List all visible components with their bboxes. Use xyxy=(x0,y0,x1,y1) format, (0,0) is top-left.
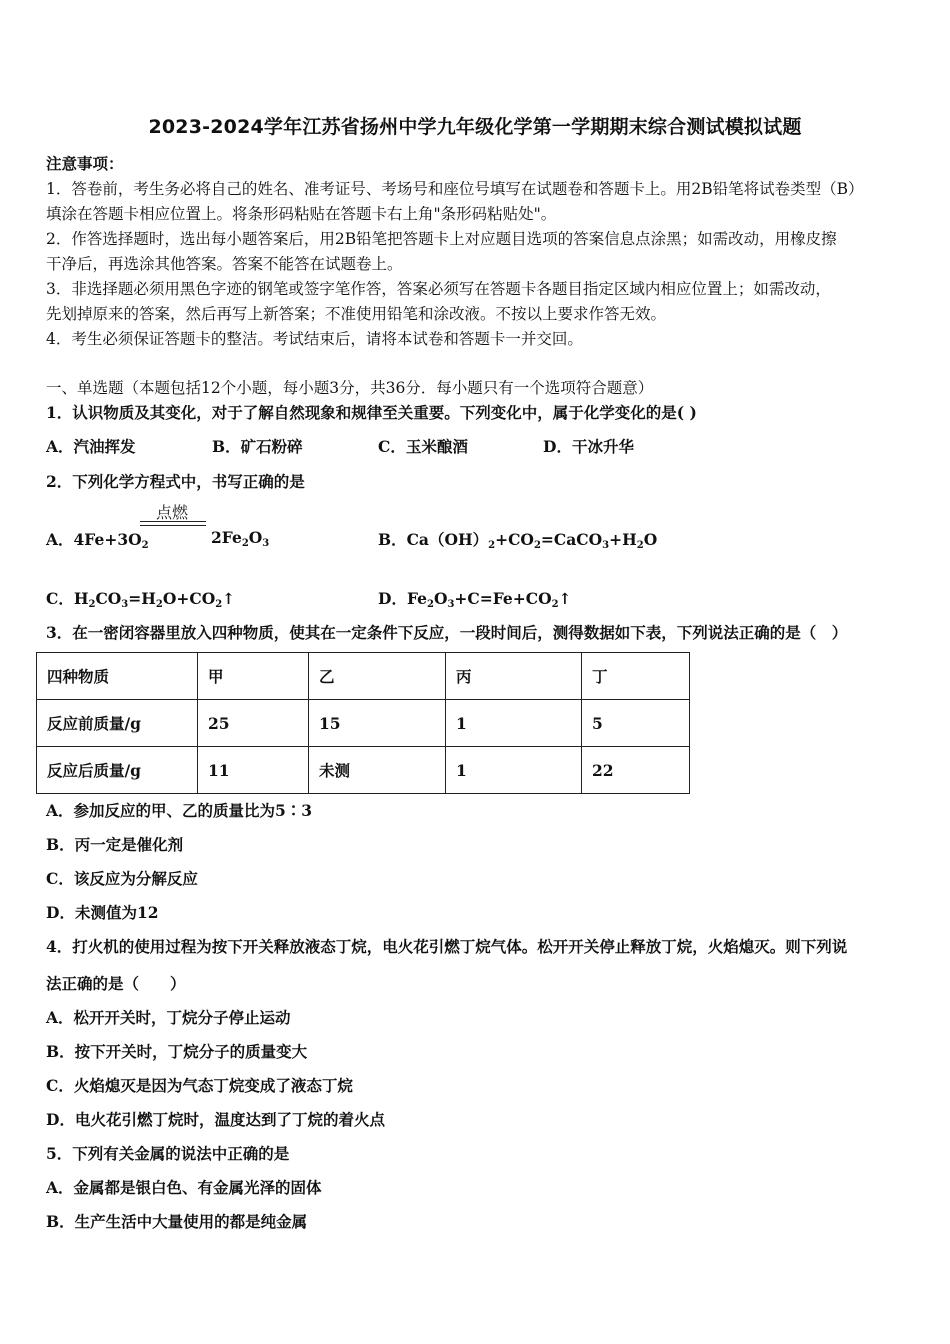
notice-line: 4．考生必须保证答题卡的整洁。考试结束后，请将本试卷和答题卡一并交回。 xyxy=(46,330,583,348)
option-equation: C．$H_2CO_3=H_2O+CO_2↑$ xyxy=(46,589,236,610)
notice-line: 填涂在答题卡相应位置上。将条形码粘贴在答题卡右上角"条形码粘贴处"。 xyxy=(46,205,557,223)
table-header: 丙 xyxy=(446,653,582,700)
table-cell: 未测 xyxy=(309,747,446,794)
table-row xyxy=(37,700,690,747)
option-product: $2Fe_2O_3$ xyxy=(211,528,270,549)
notice-heading: 注意事项： xyxy=(46,154,124,173)
table-cell: 1 xyxy=(446,747,582,794)
question-stem: 5．下列有关金属的说法中正确的是 xyxy=(46,1144,290,1163)
notice-line: 先划掉原来的答案，然后再写上新答案；不准使用铅笔和涂改液。不按以上要求作答无效。 xyxy=(46,305,667,323)
option: B．矿石粉碎 xyxy=(212,437,303,456)
table-cell: 15 xyxy=(309,700,446,747)
option: C．玉米酿酒 xyxy=(378,437,468,456)
option-equation: B．$Ca(OH)_2+CO_2=CaCO_3+H_2O$ xyxy=(378,530,658,551)
table-header-row xyxy=(37,653,690,700)
notice-line: 2．作答选择题时，选出每小题答案后，用2B铅笔把答题卡上对应题目选项的答案信息点涂黑；如需改动，用橡皮擦 xyxy=(46,230,837,248)
table-header: 甲 xyxy=(198,653,309,700)
option: B．生产生活中大量使用的都是纯金属 xyxy=(46,1212,308,1231)
page-title: 2023-2024学年江苏省扬州中学九年级化学第一学期期末综合测试模拟试题 xyxy=(148,116,802,138)
question-stem: 3．在一密闭容器里放入四种物质，使其在一定条件下反应，一段时间后，测得数据如下表，下列说法正确的是（ ） xyxy=(46,623,848,642)
notice-line: 1．答卷前，考生务必将自己的姓名、准考证号、考场号和座位号填写在试题卷和答题卡上。用2B铅笔将试卷类型（B） xyxy=(46,180,864,198)
table-row xyxy=(37,747,690,794)
option: D．电火花引燃丁烷时，温度达到了丁烷的着火点 xyxy=(46,1110,385,1129)
question-stem: 法正确的是（ ） xyxy=(46,974,186,993)
question-stem: 1．认识物质及其变化，对于了解自然现象和规律至关重要。下列变化中，属于化学变化的是( ) xyxy=(46,403,697,422)
notice-line: 干净后，再选涂其他答案。答案不能答在试题卷上。 xyxy=(46,255,403,273)
option: A．汽油挥发 xyxy=(46,437,136,456)
table-header: 乙 xyxy=(309,653,446,700)
option-equation: D．$Fe_2O_3+C=Fe+CO_2↑$ xyxy=(378,589,572,610)
table-cell: 反应后质量/g xyxy=(37,747,198,794)
option-equation: A．$4Fe+3O_2$ xyxy=(46,530,149,551)
option: D．干冰升华 xyxy=(543,437,634,456)
table-header: 丁 xyxy=(582,653,690,700)
section-heading: 一、单选题（本题包括12个小题，每小题3分，共36分．每小题只有一个选项符合题意） xyxy=(46,379,654,397)
option: A．金属都是银白色、有金属光泽的固体 xyxy=(46,1178,322,1197)
question-stem: 2．下列化学方程式中，书写正确的是 xyxy=(46,472,305,491)
table-header: 四种物质 xyxy=(37,653,198,700)
notice-line: 3．非选择题必须用黑色字迹的钢笔或签字笔作答，答案必须写在答题卡各题目指定区域内相应位置上；如需改动， xyxy=(46,280,831,298)
table-cell: 1 xyxy=(446,700,582,747)
table-cell: 25 xyxy=(198,700,309,747)
option: C．火焰熄灭是因为气态丁烷变成了液态丁烷 xyxy=(46,1076,353,1095)
table-cell: 22 xyxy=(582,747,690,794)
table-cell: 反应前质量/g xyxy=(37,700,198,747)
data-table xyxy=(36,652,690,794)
option: C．该反应为分解反应 xyxy=(46,869,198,888)
table-cell: 5 xyxy=(582,700,690,747)
option: B．丙一定是催化剂 xyxy=(46,835,184,854)
question-stem: 4．打火机的使用过程为按下开关释放液态丁烷，电火花引燃丁烷气体。松开开关停止释放丁烷，火焰熄灭。则下列说 xyxy=(46,937,848,956)
option: A．参加反应的甲、乙的质量比为5∶3 xyxy=(46,801,313,820)
option: A．松开开关时，丁烷分子停止运动 xyxy=(46,1008,291,1027)
option: D．未测值为12 xyxy=(46,903,159,922)
reaction-condition: 点燃 xyxy=(136,500,208,530)
option: B．按下开关时，丁烷分子的质量变大 xyxy=(46,1042,308,1061)
table-cell: 11 xyxy=(198,747,309,794)
